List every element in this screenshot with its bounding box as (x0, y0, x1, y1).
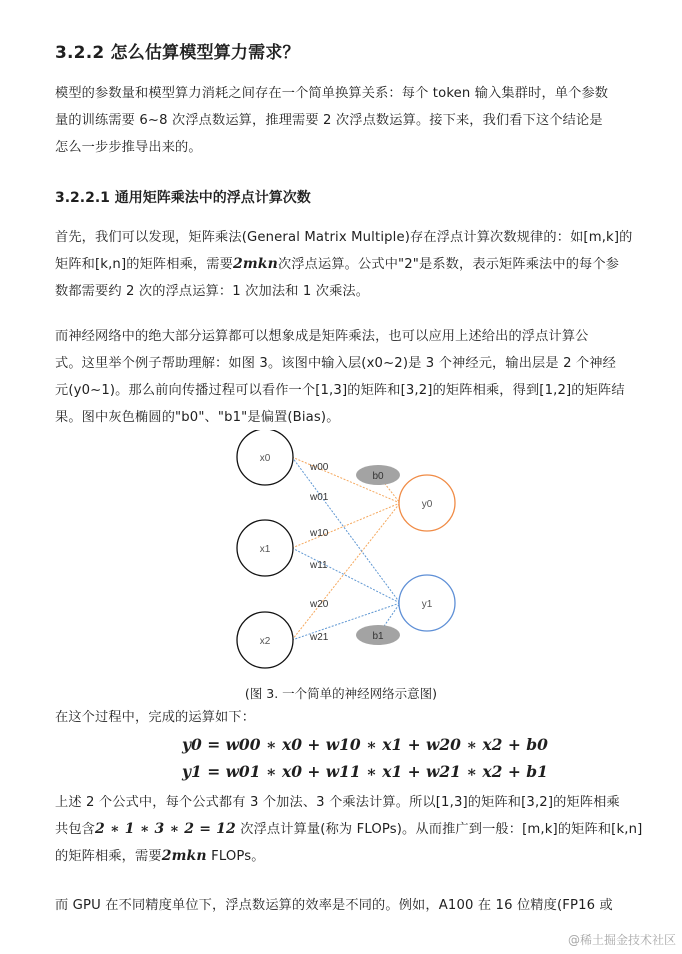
network-line: 而神经网络中的绝大部分运算都可以想象成是矩阵乘法，也可以应用上述给出的浮点计算公 (55, 329, 589, 344)
process-label: 在这个过程中，完成的运算如下： (55, 710, 256, 725)
weight-w01: w01 (310, 492, 329, 503)
intro-line: 怎么一步步推导出来的。 (55, 140, 202, 155)
matrix-line (55, 251, 640, 278)
label-b1: b1 (372, 631, 384, 642)
section-heading: 3.2.2 怎么估算模型算力需求？ (55, 43, 300, 63)
network-line: 元(y0~1)。那么前向传播过程可以看作一个[1,3]的矩阵和[3,2]的矩阵相乘，得到[1,2]的矩阵结 (55, 383, 625, 398)
text-run: FLOPs。 (206, 849, 265, 864)
text-run: 矩阵和[k,n]的矩阵相乘，需要 (55, 257, 233, 272)
weight-w11: w11 (310, 560, 328, 571)
edge-w20 (292, 503, 400, 640)
intro-line: 模型的参数量和模型算力消耗之间存在一个简单换算关系：每个 token 输入集群时，单个参数 (55, 86, 609, 101)
flops-paragraph (55, 789, 643, 870)
matrix-line: 首先，我们可以发现，矩阵乘法(General Matrix Multiple)存在浮点计算次数规律的：如[m,k]的 (55, 230, 633, 245)
network-line: 式。这里举个例子帮助理解：如图 3。该图中输入层(x0~2)是 3 个神经元，输出层是 2 个神经 (55, 356, 616, 371)
text-run: 的矩阵相乘，需要 (55, 849, 162, 864)
network-line: 果。图中灰色椭圆的"b0"、"b1"是偏置(Bias)。 (55, 410, 340, 425)
intro-line: 量的训练需要 6~8 次浮点数运算，推理需要 2 次浮点数运算。接下来，我们看下这个结论是 (55, 113, 603, 128)
formula-y1: y1 = w01 ∗ x0 + w11 ∗ x1 + w21 ∗ x2 + b1 (182, 762, 548, 781)
label-b0: b0 (372, 471, 384, 482)
weight-w20: w20 (310, 599, 329, 610)
flops-line: 上述 2 个公式中，每个公式都有 3 个加法、3 个乘法计算。所以[1,3]的矩阵和[3,2]的矩阵相乘 (55, 795, 620, 810)
edge-w11 (292, 548, 400, 603)
formula-y0: y0 = w00 ∗ x0 + w10 ∗ x1 + w20 ∗ x2 + b0 (182, 735, 548, 754)
weight-w10: w10 (310, 528, 329, 539)
neural-network-diagram (230, 430, 470, 680)
label-y0: y0 (421, 499, 433, 510)
weight-w00: w00 (310, 462, 329, 473)
edge-w10 (292, 503, 400, 548)
flops-line (55, 843, 640, 870)
math-inline: 2mkn (161, 848, 207, 864)
weight-labels (309, 462, 329, 643)
weight-w21: w21 (310, 632, 329, 643)
label-x0: x0 (259, 453, 271, 464)
math-inline: 2 ∗ 1 ∗ 3 ∗ 2 = 12 (95, 821, 236, 837)
matrix-paragraph (55, 224, 640, 305)
text-run: 次浮点运算。公式中"2"是系数，表示矩阵乘法中的每个参 (278, 257, 620, 272)
text-run: 共包含 (55, 822, 96, 837)
watermark: @稀土掘金技术社区 (567, 933, 676, 947)
label-x1: x1 (259, 544, 271, 555)
math-inline: 2mkn (232, 256, 278, 272)
flops-line (55, 816, 643, 843)
network-paragraph (55, 323, 640, 431)
gpu-paragraph: 而 GPU 在不同精度单位下，浮点数运算的效率是不同的。例如，A100 在 16 位精度(FP16 或 (55, 898, 613, 913)
subsection-heading: 3.2.2.1 通用矩阵乘法中的浮点计算次数 (55, 190, 311, 206)
figure-caption: (图 3. 一个简单的神经网络示意图) (244, 686, 438, 701)
label-x2: x2 (259, 636, 271, 647)
label-y1: y1 (421, 599, 433, 610)
matrix-line: 数都需要约 2 次的浮点运算：1 次加法和 1 次乘法。 (55, 284, 370, 299)
text-run: 次浮点计算量(称为 FLOPs)。从而推广到一般：[m,k]的矩阵和[k,n] (235, 822, 643, 837)
intro-paragraph (55, 80, 640, 161)
